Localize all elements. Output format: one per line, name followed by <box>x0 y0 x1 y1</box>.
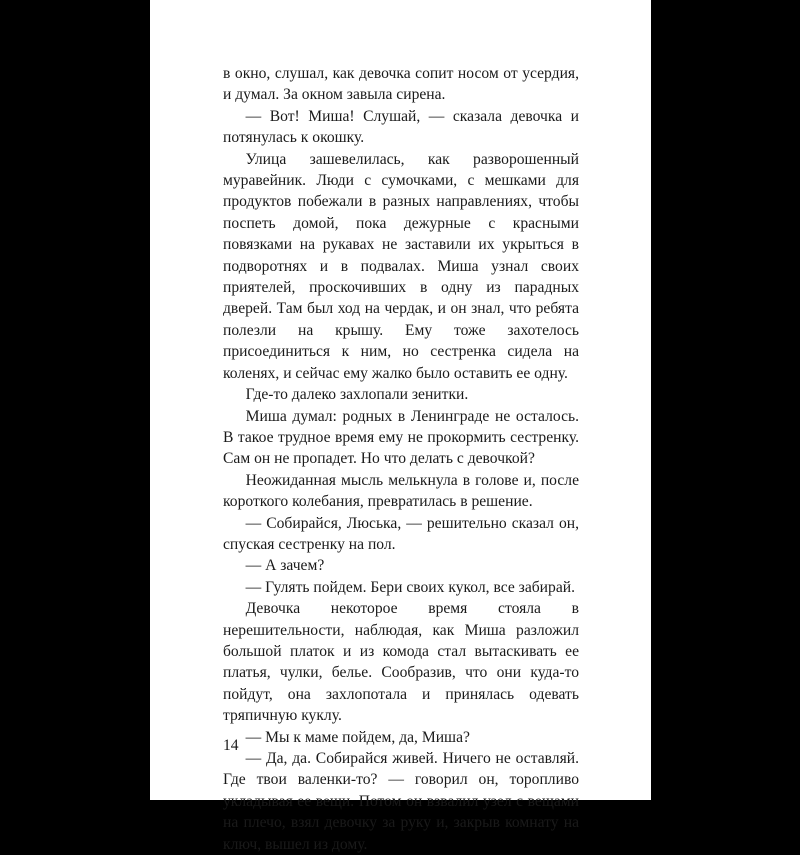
page-number: 14 <box>223 737 239 754</box>
page-body-text <box>223 63 579 855</box>
paragraph: Неожиданная мысль мелькнула в голове и, после короткого колебания, превратилась в решение. <box>223 471 579 511</box>
paragraph: — Мы к маме пойдем, да, Миша? <box>245 728 470 746</box>
paragraph: в окно, слушал, как девочка сопит носом от усердия, и думал. За окном завыла сирена. <box>223 65 579 104</box>
paragraph: — Собирайся, Люська, — решительно сказал он, спуская сестренку на пол. <box>223 514 579 553</box>
paragraph: Миша думал: родных в Ленинграде не осталось. В такое трудное время ему не прокормить сестренку. Сам он не пропадет. Но что делать с девочкой? <box>223 407 579 468</box>
paragraph: — А зачем? <box>245 557 325 575</box>
book-page <box>150 0 651 853</box>
paragraph: — Да, да. Собирайся живей. Ничего не оставляй. Где твои валенки-то? — говорил он, торопливо укладывая ее вещи. Потом он взвалил узел с вещами на плечо, взял девочку за руку и, закрыв комнату на ключ, вышел из дому. <box>223 750 579 853</box>
paragraph: Девочка некоторое время стояла в нерешительности, наблюдая, как Миша разложил большой платок и из комода стал вытаскивать ее платья, чулки, белье. Сообразив, что они куда-то пойдут, она захлопотала и принялась одевать тряпичную куклу. <box>223 600 579 725</box>
paragraph: Где-то далеко захлопали зенитки. <box>245 386 469 404</box>
paragraph: — Вот! Миша! Слушай, — сказала девочка и потянулась к окошку. <box>223 107 579 147</box>
paragraph: — Гулять пойдем. Бери своих кукол, все забирай. <box>245 578 575 596</box>
paragraph: Улица зашевелилась, как разворошенный муравейник. Люди с сумочками, с мешками для продуктов побежали в разных направлениях, чтобы поспеть домой, пока дежурные с красными повязками на рукавах не заставили их укрыться в подворотнях и в подвалах. Миша узнал своих приятелей, проскочивших в одну из парадных дверей. Там был ход на чердак, и он знал, что ребята полезли на крышу. Ему тоже захотелось присоединиться к ним, но сестренка сидела на коленях, и сейчас ему жалко было оставить ее одну. <box>223 150 579 382</box>
